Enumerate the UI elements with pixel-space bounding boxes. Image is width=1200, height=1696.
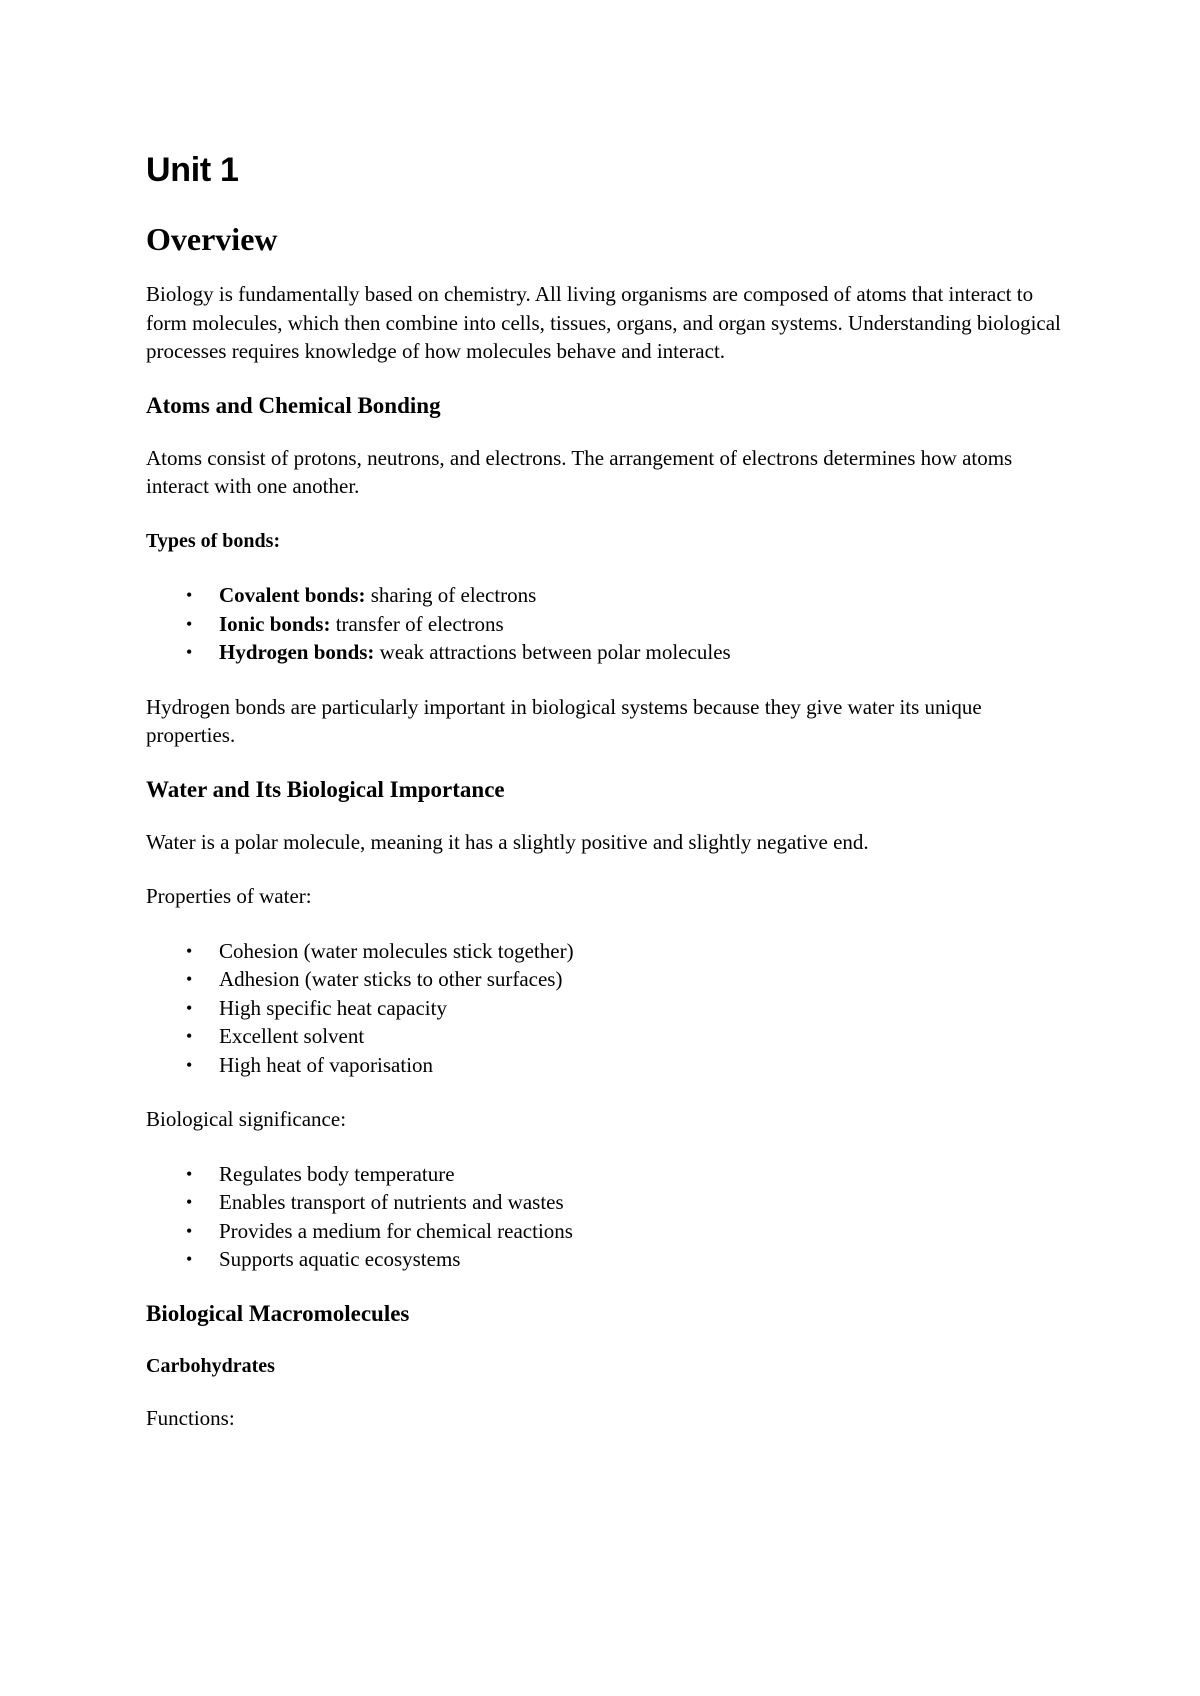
list-item [186, 965, 1076, 994]
bond-types-list [146, 581, 1076, 667]
bullet-icon: • [186, 1220, 193, 1241]
bond-term: Ionic bonds: [219, 611, 331, 636]
list-item [186, 1245, 1076, 1274]
document-content [146, 150, 1076, 1458]
list-item [186, 1188, 1076, 1217]
bullet-icon: • [186, 1192, 193, 1212]
list-item [186, 1051, 1076, 1080]
bullet-icon: • [186, 1249, 193, 1269]
overview-heading: Overview [146, 221, 278, 257]
list-item-text: Excellent solvent [219, 1024, 365, 1048]
bullet-icon: • [186, 642, 193, 662]
atoms-intro-paragraph: Atoms consist of protons, neutrons, and electrons. The arrangement of electrons determines how atoms interact with one another. [146, 445, 1013, 498]
list-item [186, 581, 1076, 610]
bond-description: sharing of electrons [365, 583, 537, 607]
carbohydrates-heading: Carbohydrates [146, 1354, 275, 1377]
bond-description: transfer of electrons [330, 611, 504, 636]
list-item [186, 610, 1076, 639]
overview-paragraph: Biology is fundamentally based on chemistry. All living organisms are composed of atoms that interact to form molecules, which then combine into cells, tissues, organs, and organ systems. Understanding biological processes requires knowledge of how molecules behave and interact. [146, 282, 1061, 363]
bullet-icon: • [186, 940, 193, 961]
list-item [186, 1160, 1076, 1189]
functions-label: Functions: [146, 1405, 235, 1430]
bond-term: Covalent bonds: [219, 583, 366, 607]
atoms-heading: Atoms and Chemical Bonding [146, 392, 441, 418]
macromolecules-heading: Biological Macromolecules [146, 1300, 410, 1326]
bullet-icon: • [186, 1163, 193, 1184]
water-intro-paragraph: Water is a polar molecule, meaning it has a slightly positive and slightly negative end. [146, 829, 869, 854]
list-item-text: Cohesion (water molecules stick together) [219, 938, 574, 963]
list-item [186, 638, 1076, 667]
water-properties-label: Properties of water: [146, 884, 312, 908]
bullet-icon: • [186, 1026, 193, 1046]
water-heading: Water and Its Biological Importance [146, 776, 505, 802]
list-item-text: Enables transport of nutrients and wastes [219, 1190, 564, 1214]
list-item-text: Provides a medium for chemical reactions [219, 1218, 573, 1243]
list-item [186, 1217, 1076, 1246]
hydrogen-bonds-paragraph: Hydrogen bonds are particularly important in biological systems because they give water its unique properties. [146, 694, 982, 747]
bullet-icon: • [186, 585, 193, 605]
biological-significance-list [146, 1160, 1076, 1274]
page-title: Unit 1 [146, 151, 239, 189]
list-item-text: High specific heat capacity [219, 995, 447, 1020]
list-item-text: Supports aquatic ecosystems [219, 1247, 461, 1271]
bullet-icon: • [186, 613, 193, 634]
bond-description: weak attractions between polar molecules [374, 640, 731, 664]
bullet-icon: • [186, 1054, 193, 1075]
list-item [186, 994, 1076, 1023]
bullet-icon: • [186, 997, 193, 1018]
list-item [186, 1022, 1076, 1051]
list-item [186, 937, 1076, 966]
list-item-text: High heat of vaporisation [219, 1052, 434, 1077]
bond-types-label: Types of bonds: [146, 529, 281, 552]
water-properties-list [146, 937, 1076, 1080]
biological-significance-label: Biological significance: [146, 1107, 347, 1131]
list-item-text: Adhesion (water sticks to other surfaces) [219, 967, 563, 991]
list-item-text: Regulates body temperature [219, 1161, 455, 1186]
bond-term: Hydrogen bonds: [219, 640, 375, 664]
bullet-icon: • [186, 969, 193, 989]
